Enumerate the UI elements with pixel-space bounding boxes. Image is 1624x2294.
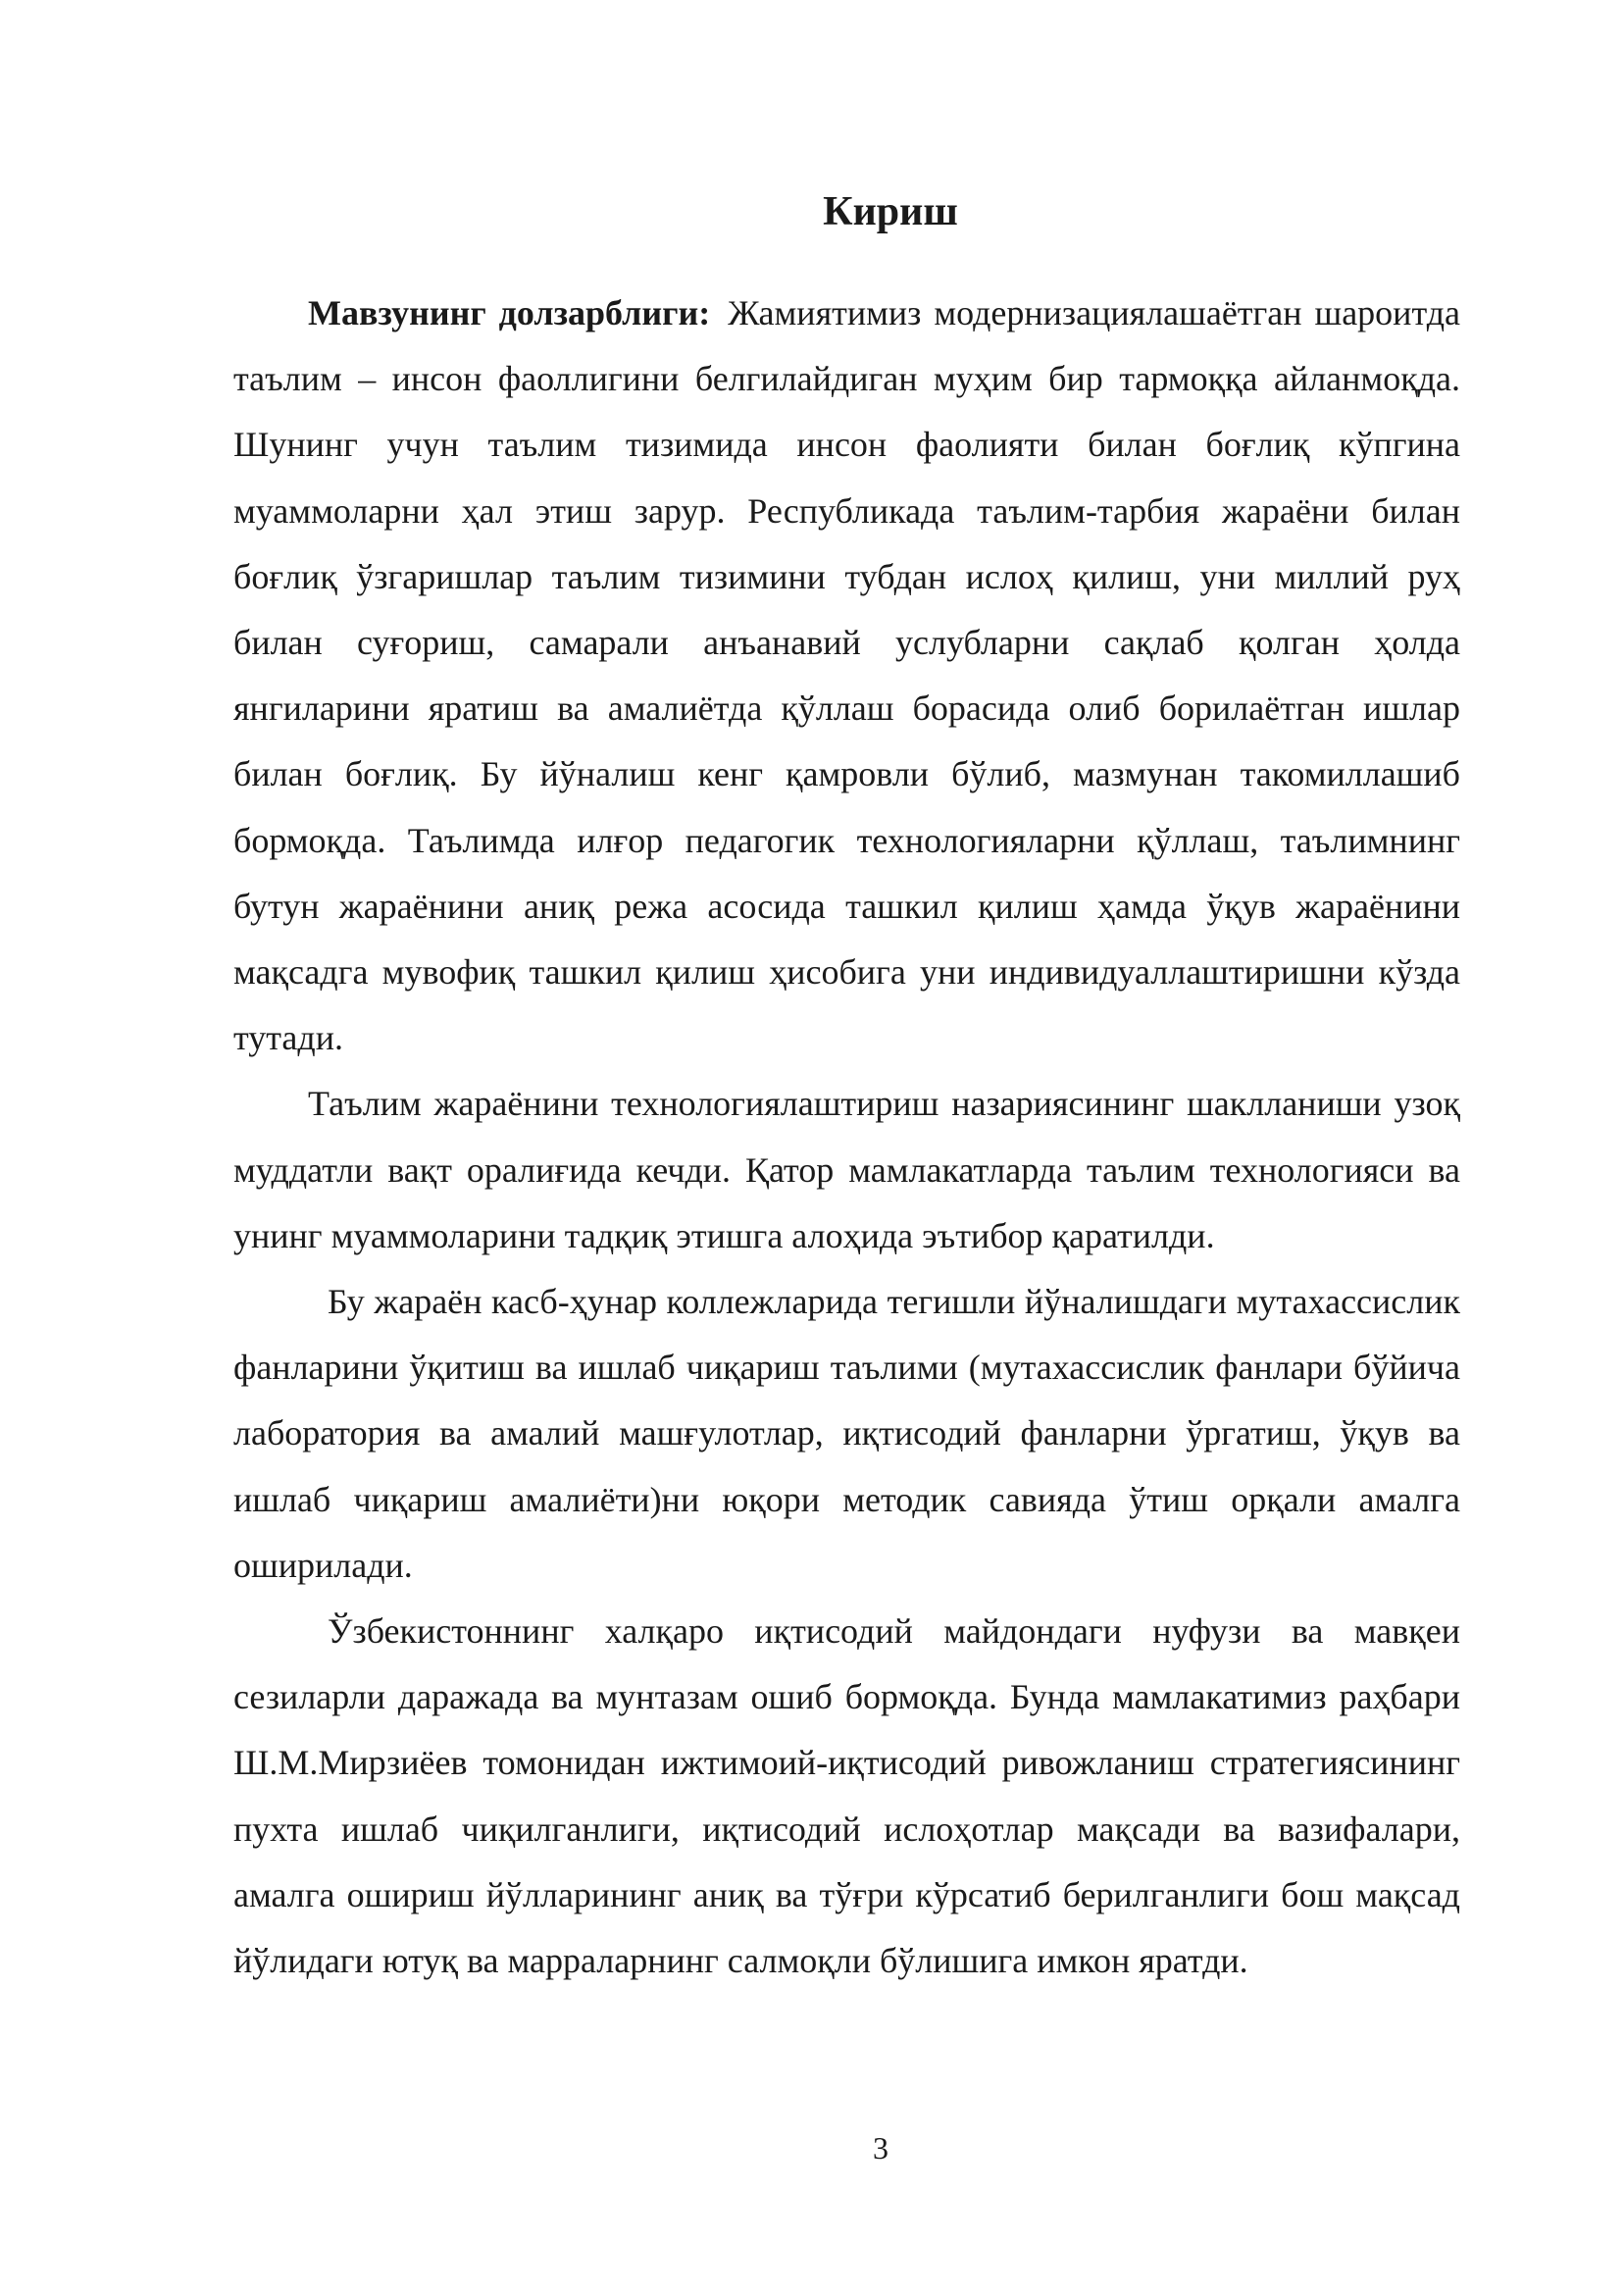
paragraph-colleges: Бу жараён касб-ҳунар коллежларида тегишли йўналишдаги мутахассислик фанларини ўқитиш ва ишлаб чиқариш таълими (мутахассислик фанлари бўйича лаборатория ва амалий машғулотлар, иқтисодий фанларни ўргатиш, ўқув ва ишлаб чиқариш амалиёти)ни юқори методик савияда ўтиш орқали амалга оширилади. [233,1282,1460,1585]
page-number: 3 [873,2130,888,2166]
body-text [233,280,1460,1994]
paragraph-relevance [233,280,1460,1071]
paragraph-lead: Мавзунинг долзарблиги: [308,293,711,332]
page-title: Кириш [823,189,958,235]
paragraph-text: Жамиятимиз модернизациялашаётган шароитда таълим – инсон фаоллигини белгилайдиган муҳим бир тармоққа айланмоқда. Шунинг учун таълим тизимида инсон фаолияти билан боғлиқ кўпгина муаммоларни ҳал этиш зарур. Республикада таълим-тарбия жараёни билан боғлиқ ўзгаришлар таълим тизимини тубдан ислоҳ қилиш, уни миллий руҳ билан суғориш, самарали анъанавий услубларни сақлаб қолган ҳолда янгиларини яратиш ва амалиётда қўллаш борасида олиб борилаётган ишлар билан боғлиқ. Бу йўналиш кенг қамровли бўлиб, мазмунан такомиллашиб бормоқда. Таълимда илғор педагогик технологияларни қўллаш, таълимнинг бутун жараёнини аниқ режа асосида ташкил қилиш ҳамда ўқув жараёнини мақсадга мувофиқ ташкил қилиш ҳисобига уни индивидуаллаштиришни кўзда тутади. [233,293,1461,1058]
paragraph-uzbekistan: Ўзбекистоннинг халқаро иқтисодий майдондаги нуфузи ва мавқеи сезиларли даражада ва мунтазам ошиб бормоқда. Бунда мамлакатимиз раҳбари Ш.М.Мирзиёев томонидан ижтимоий-иқтисодий ривожланиш стратегиясининг пухта ишлаб чиқилганлиги, иқтисодий ислоҳотлар мақсади ва вазифалари, амалга ошириш йўлларининг аниқ ва тўғри кўрсатиб берилганлиги бош мақсад йўлидаги ютуқ ва марраларнинг салмоқли бўлишига имкон яратди. [233,1611,1460,1981]
paragraph-technologization: Таълим жараёнини технологиялаштириш назариясининг шаклланиши узоқ муддатли вақт оралиғида кечди. Қатор мамлакатларда таълим технологияси ва унинг муаммоларини тадқиқ этишга алоҳида эътибор қаратилди. [233,1084,1460,1255]
